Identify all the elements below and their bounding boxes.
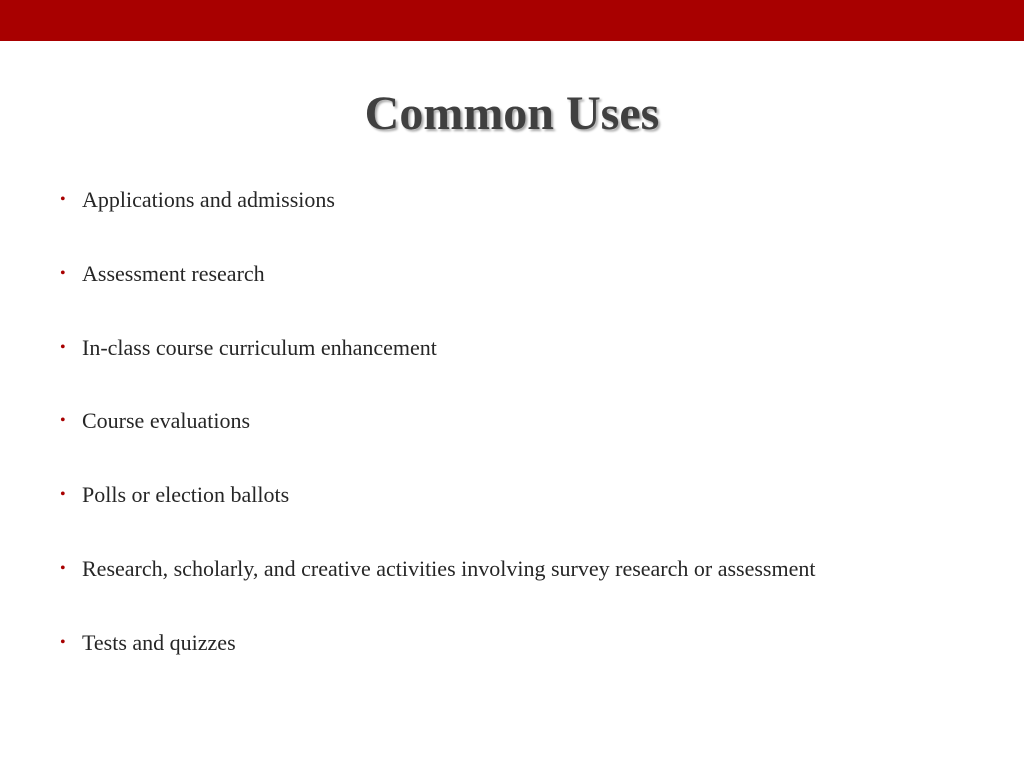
- list-item: [60, 627, 1000, 701]
- bullet-icon: •: [60, 559, 66, 577]
- list-item-text: Polls or election ballots: [82, 482, 290, 508]
- list-item: [60, 258, 1000, 332]
- list-item-text: Course evaluations: [82, 408, 251, 434]
- list-item-text: In-class course curriculum enhancement: [82, 334, 437, 360]
- bullet-icon: •: [60, 191, 66, 208]
- list-item: [60, 332, 1000, 406]
- list-item-text: Applications and admissions: [82, 187, 335, 212]
- header-accent-bar: [0, 0, 1024, 41]
- bullet-icon: •: [60, 338, 66, 356]
- bullet-icon: •: [60, 486, 66, 504]
- list-item: [60, 479, 1000, 553]
- list-item: [60, 405, 1000, 479]
- list-item: [60, 553, 1000, 627]
- bullet-icon: •: [60, 264, 66, 282]
- list-item-text: Assessment research: [82, 260, 265, 286]
- bullet-icon: •: [60, 633, 66, 651]
- list-item: [60, 184, 1000, 258]
- list-item-text: Tests and quizzes: [82, 629, 236, 655]
- bullet-icon: •: [60, 412, 66, 430]
- bullet-list: [60, 184, 1000, 701]
- list-item-text: Research, scholarly, and creative activities involving survey research or assessment: [82, 555, 816, 581]
- slide-title: Common Uses: [364, 87, 660, 140]
